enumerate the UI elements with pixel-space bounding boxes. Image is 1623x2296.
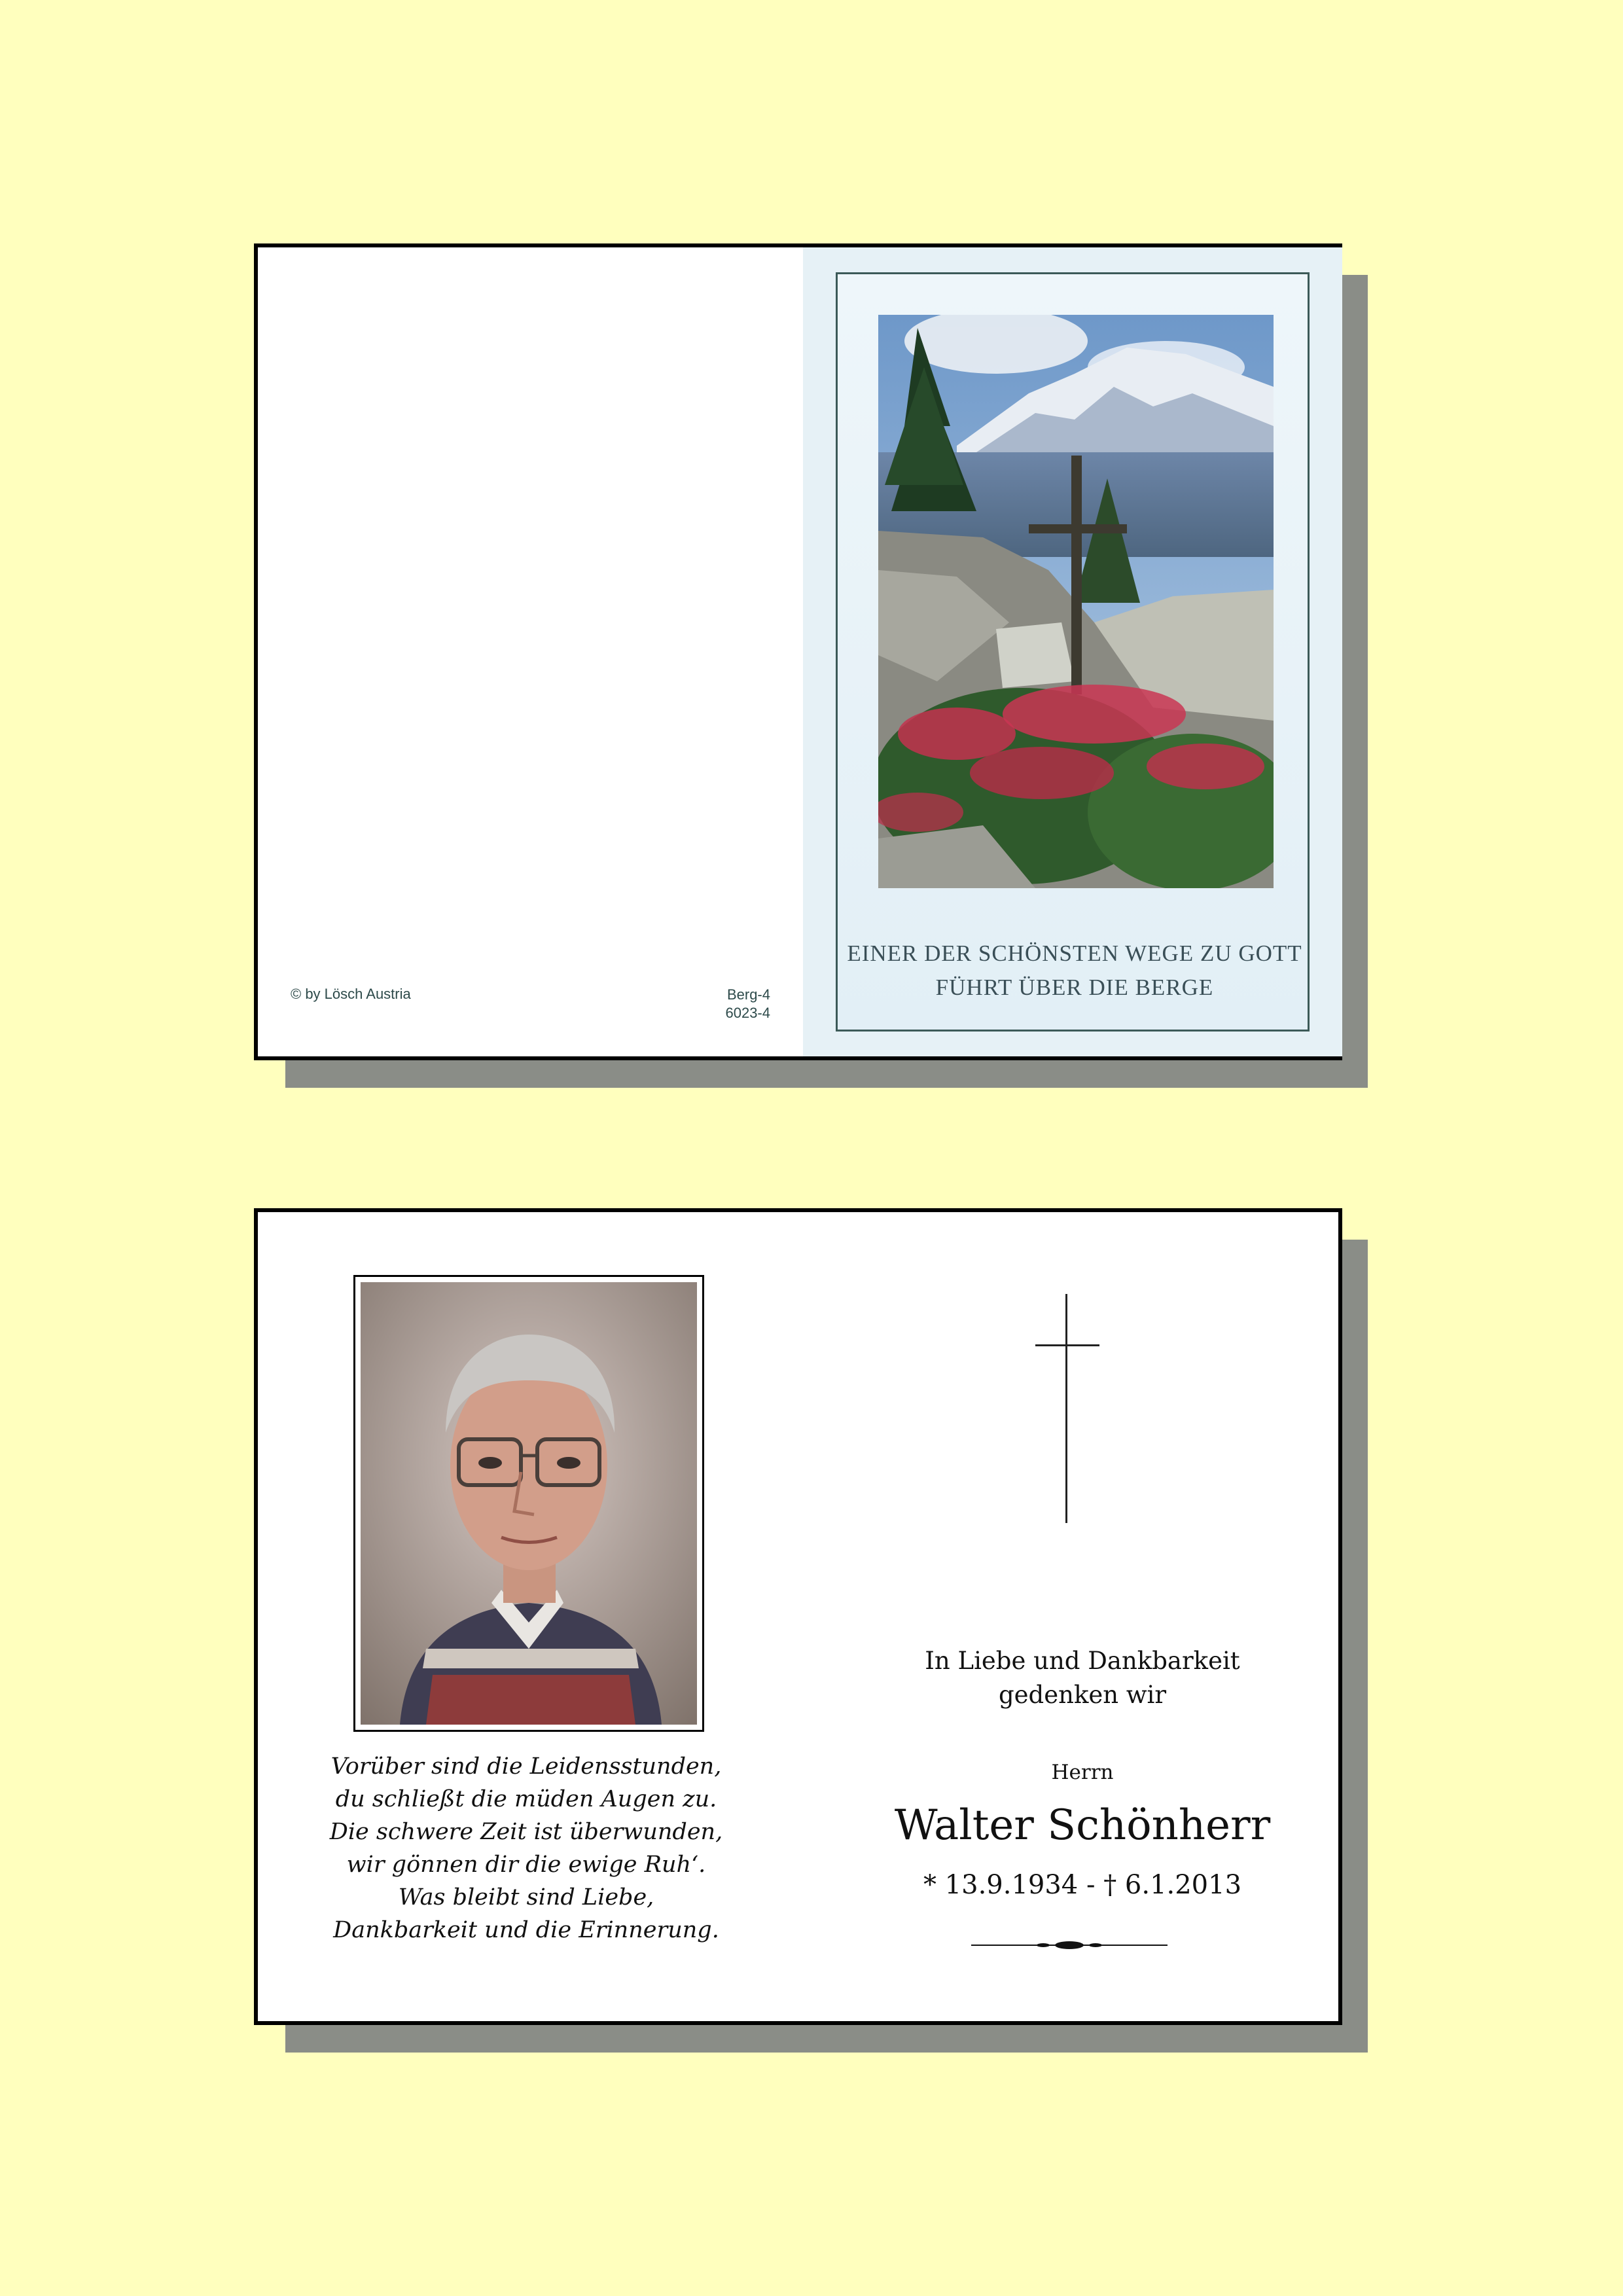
card-outer-side [254, 243, 1342, 1060]
poem-line: Vorüber sind die Leidensstunden, [330, 1753, 722, 1780]
motto-line-2: FÜHRT ÜBER DIE BERGE [935, 975, 1214, 1000]
article-number-line: 6023-4 [725, 1005, 770, 1021]
portrait-photo [361, 1282, 697, 1725]
remembrance-text [886, 1644, 1279, 1712]
cover-panel [803, 247, 1342, 1056]
poem-line: du schließt die müden Augen zu. [335, 1786, 717, 1812]
salutation: Herrn [1051, 1761, 1114, 1784]
portrait-frame [353, 1275, 704, 1732]
cross-icon [1065, 1294, 1067, 1523]
copyright-label: © by Lösch Austria [291, 986, 411, 1002]
motto-text [838, 937, 1311, 1005]
poem-line: Was bleibt sind Liebe, [398, 1884, 654, 1910]
article-code [705, 986, 770, 1022]
poem-line: Die schwere Zeit ist überwunden, [329, 1819, 723, 1845]
card-inner-side [254, 1208, 1342, 2025]
greeting-line-2: gedenken wir [998, 1681, 1167, 1709]
motto-line-1: EINER DER SCHÖNSTEN WEGE ZU GOTT [847, 941, 1302, 966]
ornament-divider [971, 1939, 1168, 1952]
poem-line: wir gönnen dir die ewige Ruh‘. [346, 1852, 706, 1878]
mountain-cross-photo [878, 315, 1274, 888]
article-code-line: Berg-4 [726, 986, 770, 1003]
motif-frame [836, 272, 1310, 1031]
greeting-line-1: In Liebe und Dankbarkeit [925, 1647, 1240, 1675]
poem-line: Dankbarkeit und die Erinnerung. [333, 1917, 719, 1943]
cross-icon-bar [1035, 1344, 1099, 1346]
life-dates: * 13.9.1934 - † 6.1.2013 [923, 1870, 1242, 1900]
poem [297, 1750, 755, 1946]
deceased-name: Walter Schönherr [894, 1801, 1271, 1850]
